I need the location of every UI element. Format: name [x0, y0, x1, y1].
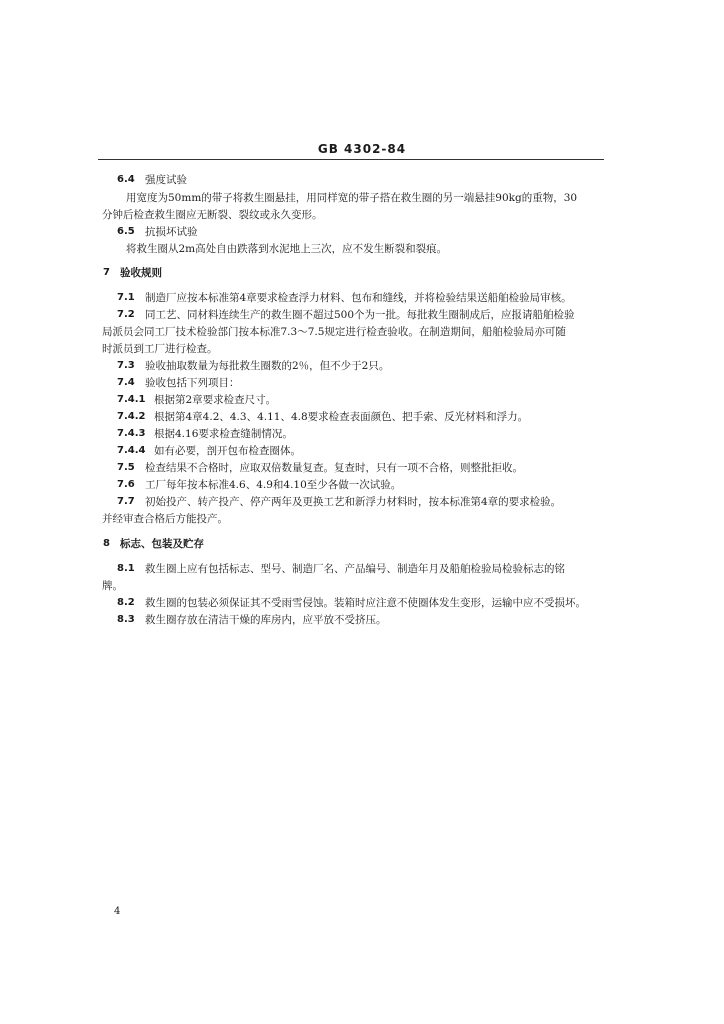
- clause-text: 根据第4章4.2、4.3、4.11、4.8要求检查表面颜色、把手索、反光材料和浮力。: [154, 411, 529, 423]
- clause-7-4-2: [0, 408, 724, 426]
- paragraph-line: [0, 206, 724, 224]
- clause-text: 初始投产、转产投产、停产两年及更换工艺和新浮力材料时，按本标准第4章的要求检验。: [145, 496, 562, 508]
- standard-number-header: GB 4302-84: [317, 142, 407, 156]
- header-rule: [98, 159, 604, 160]
- chapter-title: 验收规则: [120, 267, 162, 279]
- clause-text: 救生圈的包装必须保证其不受雨雪侵蚀。装箱时应注意不使圈体发生变形，运输中应不受损坏。: [145, 597, 586, 609]
- clause-number: 6.5: [117, 226, 135, 237]
- clause-text: 强度试验: [145, 174, 187, 186]
- clause-text: 验收抽取数量为每批救生圈数的2％，但不少于2只。: [145, 360, 390, 372]
- chapter-number: 7: [103, 267, 110, 278]
- clause-text: 并经审查合格后方能投产。: [102, 513, 228, 525]
- clause-number: 8.1: [117, 563, 135, 574]
- clause-text: 根据第2章要求检查尺寸。: [154, 394, 277, 406]
- clause-number: 7.6: [117, 479, 135, 490]
- clause-7-2: [0, 306, 724, 324]
- clause-text: 制造厂应按本标准第4章要求检查浮力材料、包布和缝线，并将检验结果送船舶检验局审核。: [145, 292, 572, 304]
- clause-number: 7.1: [117, 292, 135, 303]
- clause-text: 救生圈上应有包括标志、型号、制造厂名、产品编号、制造年月及船舶检验局检验标志的铭: [145, 563, 565, 575]
- clause-text: 时派员到工厂进行检查。: [102, 343, 218, 355]
- clause-number: 7.4: [117, 377, 135, 388]
- clause-text: 工厂每年按本标准4.6、4.9和4.10至少各做一次试验。: [145, 479, 402, 491]
- clause-7-1: [0, 289, 724, 307]
- clause-text: 如有必要，剖开包布检查圈体。: [154, 445, 301, 457]
- clause-number: 8.3: [117, 614, 135, 625]
- paragraph-line: [0, 189, 724, 207]
- chapter-8-heading: [0, 535, 724, 553]
- clause-number: 7.3: [117, 360, 135, 371]
- paragraph-line: [0, 240, 724, 258]
- clause-text: 抗损坏试验: [145, 226, 198, 238]
- clause-number: 7.7: [117, 496, 135, 507]
- paragraph-line: [0, 340, 724, 358]
- clause-7-4: [0, 374, 724, 392]
- clause-number: 7.5: [117, 462, 135, 473]
- page-number: 4: [114, 906, 121, 917]
- clause-number: 7.4.4: [117, 445, 146, 456]
- clause-8-3: [0, 611, 724, 629]
- clause-text: 验收包括下列项目：: [145, 377, 240, 389]
- clause-6-5-heading: [0, 223, 724, 241]
- clause-number: 6.4: [117, 174, 135, 185]
- clause-number: 7.2: [117, 309, 135, 320]
- clause-text: 将救生圈从2m高处自由跌落到水泥地上三次，应不发生断裂和裂痕。: [126, 243, 448, 255]
- clause-text: 局派员会同工厂技术检验部门按本标准7.3～7.5规定进行检查验收。在制造期间，船舶检验局亦可随: [102, 326, 566, 338]
- clause-text: 用宽度为50mm的带子将救生圈悬挂，用同样宽的带子搭在救生圈的另一端悬挂90kg的重物，30: [126, 192, 578, 204]
- clause-text: 分钟后检查救生圈应无断裂、裂纹或永久变形。: [102, 209, 323, 221]
- clause-7-6: [0, 476, 724, 494]
- chapter-number: 8: [103, 538, 110, 549]
- clause-8-2: [0, 594, 724, 612]
- paragraph-line: [0, 510, 724, 528]
- clause-7-4-4: [0, 442, 724, 460]
- clause-number: 7.4.2: [117, 411, 146, 422]
- clause-6-4-heading: [0, 171, 724, 189]
- clause-number: 8.2: [117, 597, 135, 608]
- clause-7-7: [0, 493, 724, 511]
- clause-text: 救生圈存放在清洁干燥的库房内，应平放不受挤压。: [145, 614, 387, 626]
- clause-7-4-3: [0, 425, 724, 443]
- clause-text: 同工艺、同材料连续生产的救生圈不超过500个为一批。每批救生圈制成后，应报请船舶检验: [145, 309, 575, 321]
- clause-7-5: [0, 459, 724, 477]
- clause-text: 根据4.16要求检查缝制情况。: [154, 428, 293, 440]
- clause-text: 检查结果不合格时，应取双倍数量复查。复查时，只有一项不合格，则整批拒收。: [145, 462, 523, 474]
- clause-8-1: [0, 560, 724, 578]
- clause-number: 7.4.3: [117, 428, 146, 439]
- chapter-7-heading: [0, 264, 724, 282]
- paragraph-line: [0, 577, 724, 595]
- chapter-title: 标志、包装及贮存: [120, 538, 204, 550]
- paragraph-line: [0, 323, 724, 341]
- clause-text: 牌。: [102, 580, 123, 592]
- clause-7-4-1: [0, 391, 724, 409]
- clause-number: 7.4.1: [117, 394, 146, 405]
- clause-7-3: [0, 357, 724, 375]
